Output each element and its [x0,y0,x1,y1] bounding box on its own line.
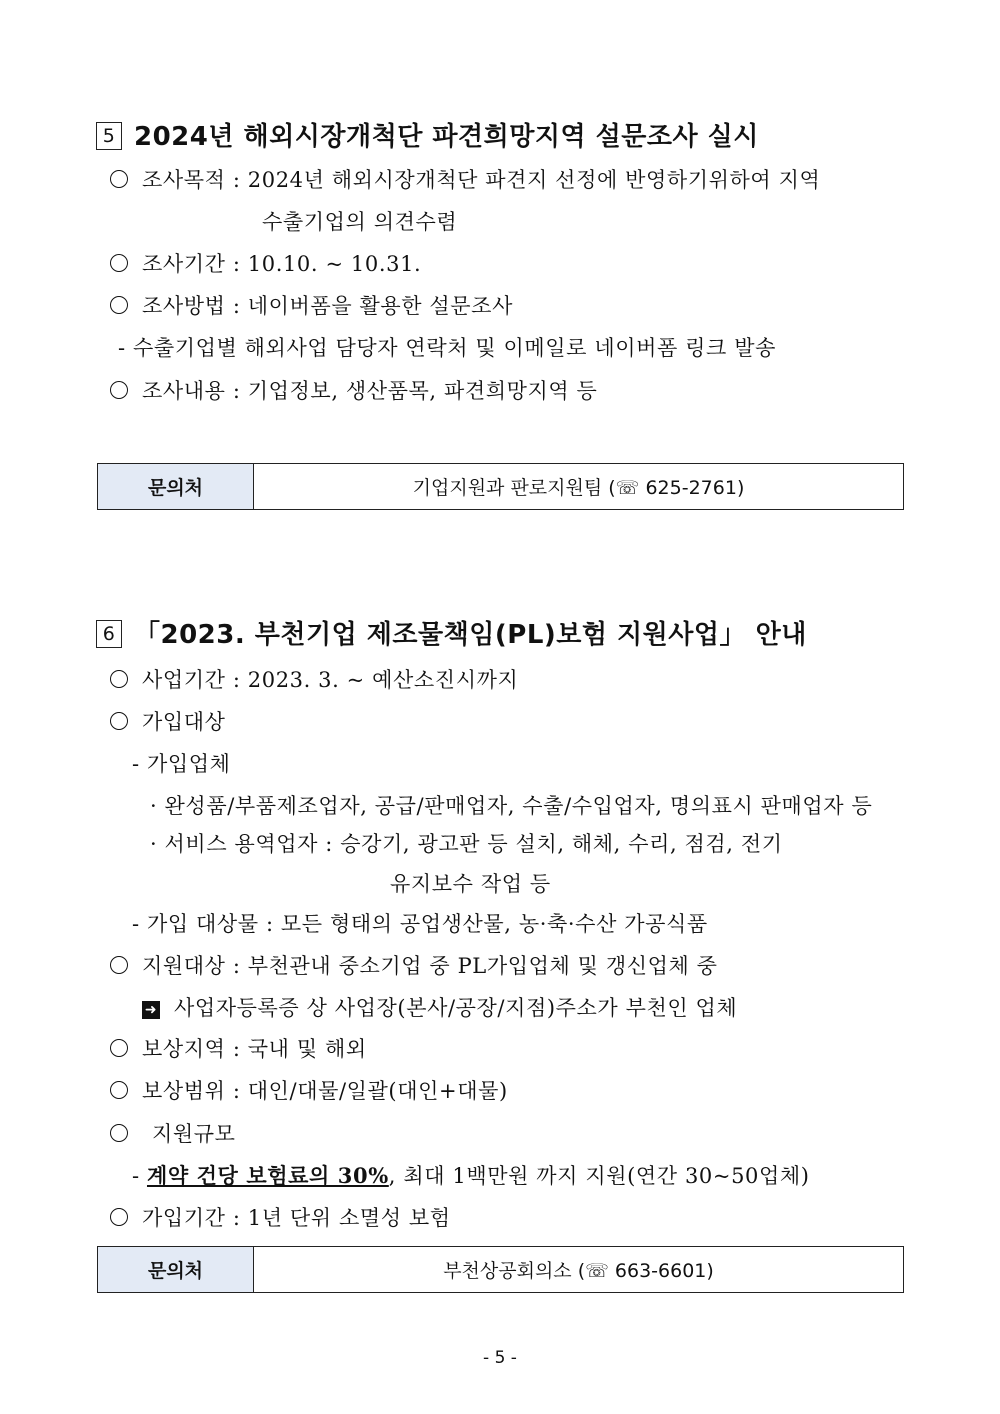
section5-number: 5 [96,122,122,150]
section5-period-text: 조사기간 : 10.10. ~ 10.31. [142,252,422,276]
section6-number: 6 [96,620,122,648]
circle-bullet-icon [110,254,128,272]
section5-method [110,290,513,320]
section5-title-row [96,116,759,153]
circle-bullet-icon [110,1039,128,1057]
section6-support-scale-text: 지원규모 [152,1122,236,1146]
circle-bullet-icon [110,1081,128,1099]
section6-bullet2-cont: 유지보수 작업 등 [390,872,551,896]
page-number: - 5 - [483,1348,517,1368]
section5-content [110,375,597,405]
section5-purpose [110,164,820,194]
section6-comp-range-text: 보상범위 : 대인/대물/일괄(대인+대물) [142,1079,508,1103]
circle-bullet-icon [110,956,128,974]
section6-join-company: - 가입업체 [132,752,231,776]
section6-scale-detail [132,1160,810,1190]
section6-join-target [110,706,226,736]
section5-purpose-text: 조사목적 : 2024년 해외시장개척단 파견지 선정에 반영하기위하여 지역 [142,168,821,192]
section6-support-target [110,950,718,980]
circle-bullet-icon [110,296,128,314]
contact-value: 부천상공회의소 (☏ 663-6601) [443,1260,714,1282]
scale-rest: , 최대 1백만원 까지 지원(연간 30~50업체) [388,1164,810,1188]
arrow-right-icon: ➜ [142,1001,160,1019]
scale-dash: - [132,1164,147,1188]
section6-join-period-text: 가입기간 : 1년 단위 소멸성 보험 [142,1206,451,1230]
scale-underlined: 계약 건당 보험료의 30% [146,1163,389,1188]
circle-bullet-icon [110,1124,128,1142]
section6-join-period [110,1202,451,1232]
section6-support-target-text: 지원대상 : 부천관내 중소기업 중 PL가입업체 및 갱신업체 중 [142,954,718,978]
contact-value: 기업지원과 판로지원팀 (☏ 625-2761) [412,477,745,499]
circle-bullet-icon [110,1208,128,1226]
section6-join-goods: - 가입 대상물 : 모든 형태의 공업생산물, 농·축·수산 가공식품 [132,912,708,936]
section6-biz-period [110,664,518,694]
contact-label: 문의처 [98,464,254,509]
circle-bullet-icon [110,712,128,730]
section6-comp-region [110,1033,367,1063]
section5-contact-box [97,463,904,510]
section6-comp-range [110,1075,508,1105]
section6-title: 「2023. 부천기업 제조물책임(PL)보험 지원사업」 안내 [134,620,807,650]
section5-period [110,248,421,278]
section6-bullet1: · 완성품/부품제조업자, 공급/판매업자, 수출/수입업자, 명의표시 판매업자 등 [150,794,873,818]
section6-contact-box [97,1246,904,1293]
contact-label: 문의처 [98,1247,254,1292]
section5-purpose-cont: 수출기업의 의견수렴 [262,210,458,234]
circle-bullet-icon [110,170,128,188]
section6-support-scale [110,1118,236,1148]
section6-title-row [96,614,807,651]
section5-method-detail: - 수출기업별 해외사업 담당자 연락처 및 이메일로 네이버폼 링크 발송 [118,336,776,360]
section6-join-target-text: 가입대상 [142,710,226,734]
section6-bullet2: · 서비스 용역업자 : 승강기, 광고판 등 설치, 해체, 수리, 점검, 전기 [150,832,783,856]
circle-bullet-icon [110,670,128,688]
section5-method-text: 조사방법 : 네이버폼을 활용한 설문조사 [142,294,513,318]
section6-support-target-detail [142,992,737,1022]
section6-biz-period-text: 사업기간 : 2023. 3. ~ 예산소진시까지 [142,668,519,692]
section6-support-target-detail-text: 사업자등록증 상 사업장(본사/공장/지점)주소가 부천인 업체 [174,996,738,1020]
section6-comp-region-text: 보상지역 : 국내 및 해외 [142,1037,367,1061]
section5-content-text: 조사내용 : 기업정보, 생산품목, 파견희망지역 등 [142,379,598,403]
circle-bullet-icon [110,381,128,399]
section5-title: 2024년 해외시장개척단 파견희망지역 설문조사 실시 [134,122,759,152]
